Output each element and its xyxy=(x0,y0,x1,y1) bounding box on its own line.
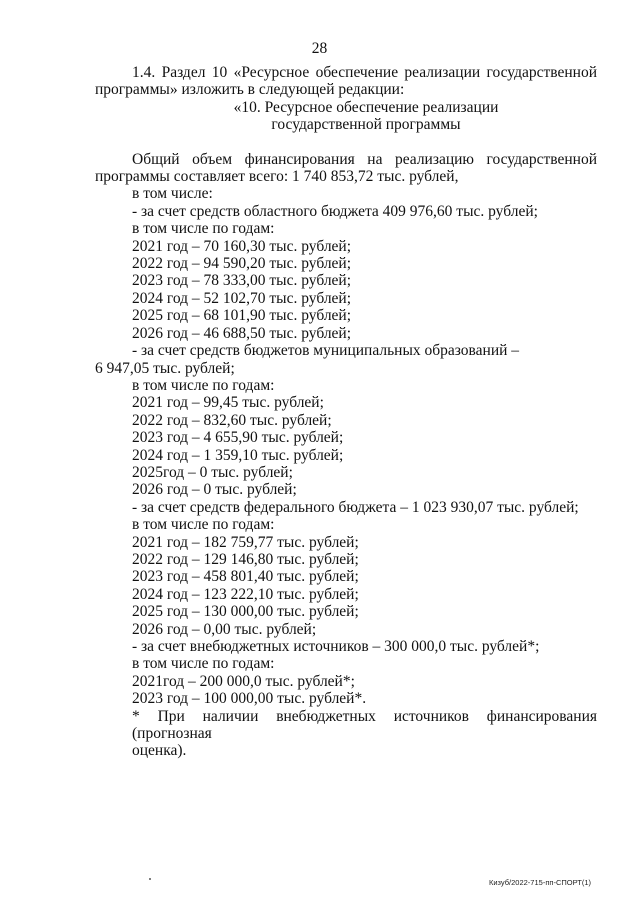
text-line: 2024 год – 52 102,70 тыс. рублей; xyxy=(132,289,352,307)
text-line: 2026 год – 46 688,50 тыс. рублей; xyxy=(132,324,352,342)
paragraph-spacer xyxy=(95,134,597,151)
text-line: 2026 год – 0,00 тыс. рублей; xyxy=(132,620,317,638)
text-line: 2026 год – 0 тыс. рублей; xyxy=(132,481,297,499)
text-line: в том числе: xyxy=(132,185,213,203)
text-line: - за счет внебюджетных источников – 300 000,0 тыс. рублей*; xyxy=(132,638,540,655)
text-line: в том числе по годам: xyxy=(132,220,275,238)
financing-text xyxy=(95,151,597,760)
intro-line-2: программы» изложить в следующей редакции: xyxy=(95,81,405,99)
text-line: 6 947,05 тыс. рублей; xyxy=(95,359,235,377)
text-line: 2021год – 200 000,0 тыс. рублей*; xyxy=(132,672,355,690)
text-line: программы составляет всего: 1 740 853,72 тыс. рублей, xyxy=(95,168,459,186)
text-line: 2022 год – 94 590,20 тыс. рублей; xyxy=(132,255,352,273)
text-line: Общий объем финансирования на реализацию государственной xyxy=(132,150,597,168)
text-line: 2021 год – 99,45 тыс. рублей; xyxy=(132,394,324,412)
section-heading xyxy=(95,99,597,134)
text-line: 2021 год – 70 160,30 тыс. рублей; xyxy=(132,237,352,255)
text-line: - за счет средств федерального бюджета – 1 023 930,07 тыс. рублей; xyxy=(132,498,579,516)
text-line: в том числе по годам: xyxy=(132,655,275,673)
footer-document-code: Кизуб/2022-715-пп-СПОРТ(1) xyxy=(489,878,591,887)
text-line: 2023 год – 4 655,90 тыс. рублей; xyxy=(132,429,344,447)
document-body xyxy=(95,64,597,760)
text-line: * При наличии внебюджетных источников финансирования (прогнозная xyxy=(132,707,597,743)
scan-dot xyxy=(149,878,151,880)
text-line: 2023 год – 458 801,40 тыс. рублей; xyxy=(132,568,359,586)
text-line: 2021 год – 182 759,77 тыс. рублей; xyxy=(132,533,359,551)
text-line: - за счет средств бюджетов муниципальных образований – xyxy=(132,342,520,360)
section-heading-line-2: государственной программы xyxy=(271,116,461,134)
page-number: 28 xyxy=(311,40,328,57)
text-line: 2023 год – 78 333,00 тыс. рублей; xyxy=(132,272,352,290)
text-line: 2025 год – 68 101,90 тыс. рублей; xyxy=(132,307,352,325)
text-line: в том числе по годам: xyxy=(132,516,275,534)
text-line: - за счет средств областного бюджета 409 976,60 тыс. рублей; xyxy=(132,202,538,220)
text-line: 2024 год – 123 222,10 тыс. рублей; xyxy=(132,585,359,603)
text-line: оценка). xyxy=(132,742,187,760)
text-line: 2024 год – 1 359,10 тыс. рублей; xyxy=(132,446,344,464)
text-line: 2022 год – 129 146,80 тыс. рублей; xyxy=(132,550,359,568)
text-line: в том числе по годам: xyxy=(132,376,275,394)
intro-line-1: 1.4. Раздел 10 «Ресурсное обеспечение реализации государственной xyxy=(132,64,597,81)
text-line: 2023 год – 100 000,00 тыс. рублей*. xyxy=(132,690,367,708)
text-line: 2025 год – 130 000,00 тыс. рублей; xyxy=(132,603,359,621)
text-line: 2022 год – 832,60 тыс. рублей; xyxy=(132,411,332,429)
section-heading-line-1: «10. Ресурсное обеспечение реализации xyxy=(233,98,499,116)
text-line: 2025год – 0 тыс. рублей; xyxy=(132,463,293,481)
